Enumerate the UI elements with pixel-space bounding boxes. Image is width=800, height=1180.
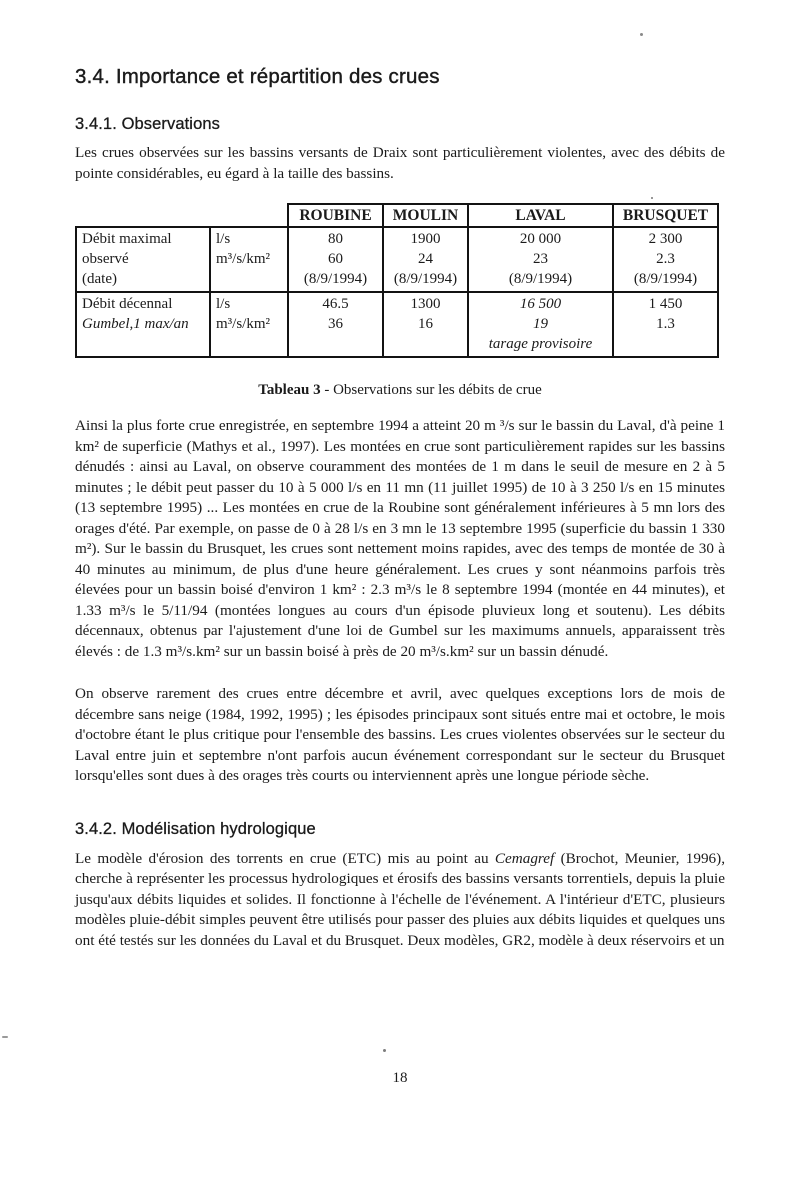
intro-paragraph: Les crues observées sur les bassins versants de Draix sont particulièrement violentes, avec des débits de pointe considérables, eu égard à la taille des bassins.: [75, 144, 725, 182]
paragraph-modele-etc-start: Le modèle d'érosion des torrents en crue (ETC) mis au point au: [75, 849, 495, 867]
observations-table: [75, 203, 725, 358]
page-number: 18: [392, 1070, 408, 1086]
cell-laval-max: 20 000 23 (8/9/1994): [468, 227, 613, 292]
table-row: [76, 227, 718, 292]
scan-speck: [383, 1049, 386, 1052]
cemagref-italic: Cemagref: [494, 849, 555, 867]
cell-laval-decennal: 16 500 19 tarage provisoire: [468, 292, 613, 357]
column-header-laval: LAVAL: [468, 204, 613, 227]
cell-moulin-max: 1900 24 (8/9/1994): [383, 227, 468, 292]
cell-brusquet-decennal: 1 450 1.3: [613, 292, 718, 357]
section-heading: 3.4. Importance et répartition des crues: [75, 65, 440, 88]
table-header-spacer: [210, 204, 288, 227]
cell-roubine-max: 80 60 (8/9/1994): [288, 227, 383, 292]
row-units: l/s m³/s/km²: [210, 227, 288, 292]
table-row: [76, 292, 718, 357]
paragraph-modele-etc: [75, 849, 725, 952]
table-header-row: [76, 204, 718, 227]
page-content: [75, 0, 725, 951]
subsection-heading-observations: 3.4.1. Observations: [75, 115, 220, 133]
paragraph-repartition-saisonniere: On observe rarement des crues entre décembre et avril, avec quelques exceptions lors de mois de décembre sans neige (1984, 1992, 1995) ; les épisodes principaux sont situés entre mai et octobre, le mois d'octobre étant le plus critique pour l'ensemble des bassins. Les crues violentes observées sur le secteur du Laval entre juin et septembre n'ont parfois aucun événement correspondant sur le secteur du Brusquet lorsqu'elles sont dues à des orages très courts ou interviennent après une longue période sèche.: [75, 685, 725, 784]
row-label-debit-decennal: Débit décennal Gumbel,1 max/an: [76, 292, 210, 357]
table-caption: [75, 382, 725, 399]
table-caption-text: - Observations sur les débits de crue: [320, 382, 542, 398]
row-label-debit-maximal: Débit maximal observé (date): [76, 227, 210, 292]
cell-brusquet-max: 2 300 2.3 (8/9/1994): [613, 227, 718, 292]
table-caption-number: Tableau 3: [258, 382, 321, 398]
cell-moulin-decennal: 1300 16: [383, 292, 468, 357]
paragraph-crues-observees: Ainsi la plus forte crue enregistrée, en septembre 1994 a atteint 20 m ³/s sur le bassin du Laval, d'à peine 1 km² de superficie (Mathys et al., 1997). Les montées en crue sont particulièrement rapides sur les bassins dénudés : ainsi au Laval, on observe couramment des montées de 1 m dans le seuil de mesure en 2 à 5 minutes ; le débit peut passer du 10 à 5 000 l/s en 11 mn (11 juillet 1995) de 10 à 3 250 l/s en 15 minutes (13 septembre 1995) ... Les montées en crue de la Roubine sont généralement inférieures à 5 mn lors des orages d'été. Par exemple, on passe de 0 à 28 l/s en 3 mn le 13 septembre 1995 (superficie du bassin 1 330 m²). Sur le bassin du Brusquet, les crues sont nettement moins rapides, avec des temps de montée de 30 à 40 minutes au minimum, de plus d'une heure généralement. Les crues y sont néanmoins parfois très élevées pour un bassin boisé d'environ 1 km² : 2.3 m³/s le 8 septembre 1994 (montée en 44 minutes), et 1.33 m³/s le 5/11/94 (montées longues au cours d'un épisode pluvieux long et soutenu). Les débits décennaux, obtenus par l'ajustement d'une loi de Gumbel sur les maximums annuels, apparaissent très élevés : de 1.3 m³/s.km² sur un bassin boisé à près de 20 m³/s.km² sur un bassin dénudé.: [75, 417, 725, 660]
column-header-brusquet: BRUSQUET: [613, 204, 718, 227]
subsection-heading-modelisation: 3.4.2. Modélisation hydrologique: [75, 819, 316, 838]
cell-roubine-decennal: 46.5 36: [288, 292, 383, 357]
column-header-moulin: MOULIN: [383, 204, 468, 227]
table-header-spacer: [76, 204, 210, 227]
row-units: l/s m³/s/km²: [210, 292, 288, 357]
scan-speck: [2, 1036, 8, 1038]
paragraph-modele-etc-end: (Brochot, Meunier, 1996), cherche à représenter les processus hydrologiques et érosifs des bassins versants torrentiels, depuis la pluie jusqu'aux débits liquides et solides. Il fonctionne à l'échelle de l'événement. A l'intérieur d'ETC, plusieurs modèles pluie-débit simples peuvent être utilisés pour passer des pluies aux débits liquides et quelques uns ont été testés sur les données du Laval et du Brusquet. Deux modèles, GR2, modèle à deux réservoirs et un: [75, 849, 726, 949]
column-header-roubine: ROUBINE: [288, 204, 383, 227]
